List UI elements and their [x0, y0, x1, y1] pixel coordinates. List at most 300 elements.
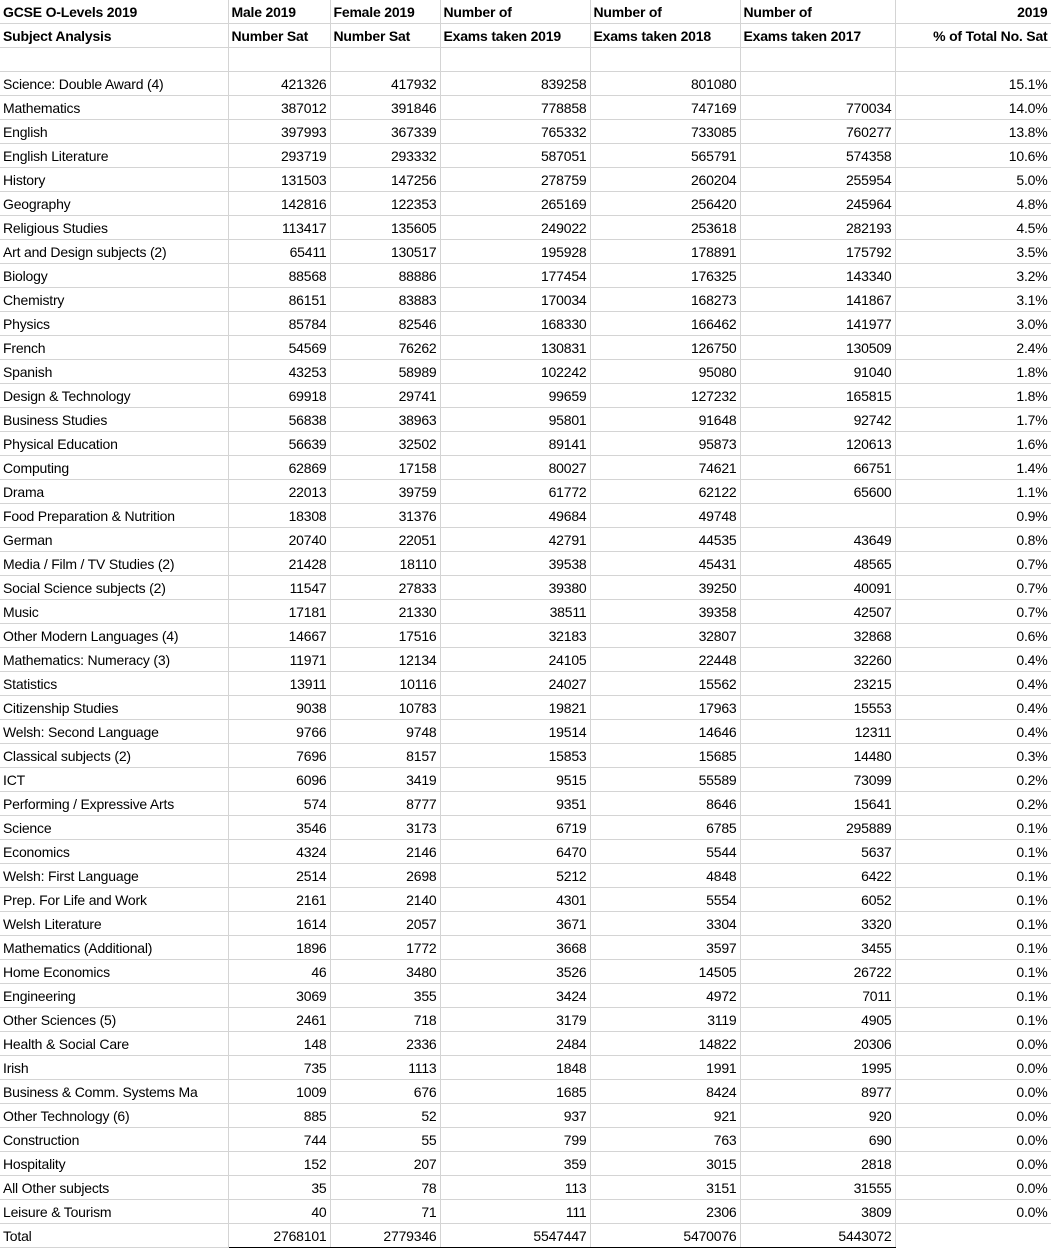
female-cell[interactable]: 71 [330, 1200, 440, 1224]
female-cell[interactable]: 2336 [330, 1032, 440, 1056]
exams-2019-cell[interactable]: 99659 [440, 384, 590, 408]
exams-2017-cell[interactable]: 295889 [740, 816, 895, 840]
exams-2017-cell[interactable]: 26722 [740, 960, 895, 984]
male-cell[interactable]: 20740 [228, 528, 330, 552]
female-cell[interactable]: 207 [330, 1152, 440, 1176]
female-cell[interactable]: 8157 [330, 744, 440, 768]
exams-2019-cell[interactable]: 38511 [440, 600, 590, 624]
female-cell[interactable]: 38963 [330, 408, 440, 432]
female-cell[interactable]: 17158 [330, 456, 440, 480]
male-cell[interactable]: 397993 [228, 120, 330, 144]
male-cell[interactable]: 18308 [228, 504, 330, 528]
exams-2017-cell[interactable]: 690 [740, 1128, 895, 1152]
percent-cell[interactable]: 0.1% [895, 1008, 1051, 1032]
exams-2019-cell[interactable]: 839258 [440, 72, 590, 96]
exams-2018-cell[interactable]: 126750 [590, 336, 740, 360]
exams-2019-cell[interactable]: 113 [440, 1176, 590, 1200]
percent-cell[interactable]: 0.1% [895, 888, 1051, 912]
percent-cell[interactable]: 0.1% [895, 864, 1051, 888]
male-cell[interactable]: 574 [228, 792, 330, 816]
male-cell[interactable]: 43253 [228, 360, 330, 384]
female-cell[interactable]: 9748 [330, 720, 440, 744]
exams-2018-cell[interactable]: 4972 [590, 984, 740, 1008]
exams-2019-cell[interactable]: 3179 [440, 1008, 590, 1032]
exams-2019-cell[interactable]: 111 [440, 1200, 590, 1224]
percent-cell[interactable]: 10.6% [895, 144, 1051, 168]
subject-cell[interactable]: Physical Education [0, 432, 228, 456]
male-cell[interactable]: 3069 [228, 984, 330, 1008]
exams-2019-cell[interactable]: 102242 [440, 360, 590, 384]
subject-cell[interactable]: Business & Comm. Systems Ma [0, 1080, 228, 1104]
exams-2019-cell[interactable]: 39380 [440, 576, 590, 600]
male-cell[interactable]: 148 [228, 1032, 330, 1056]
exams-2019-cell[interactable]: 1685 [440, 1080, 590, 1104]
subject-cell[interactable]: Art and Design subjects (2) [0, 240, 228, 264]
male-cell[interactable]: 11971 [228, 648, 330, 672]
exams-2018-cell[interactable]: 763 [590, 1128, 740, 1152]
percent-cell[interactable]: 0.0% [895, 1128, 1051, 1152]
exams-2017-cell[interactable]: 175792 [740, 240, 895, 264]
exams-2018-cell[interactable]: 178891 [590, 240, 740, 264]
exams-2019-cell[interactable]: 80027 [440, 456, 590, 480]
header-cell[interactable]: Number Sat [330, 24, 440, 48]
exams-2019-cell[interactable]: 168330 [440, 312, 590, 336]
male-cell[interactable]: 14667 [228, 624, 330, 648]
subject-cell[interactable]: Citizenship Studies [0, 696, 228, 720]
header-cell[interactable]: Number of [440, 0, 590, 24]
subject-cell[interactable]: Engineering [0, 984, 228, 1008]
exams-2019-cell[interactable]: 32183 [440, 624, 590, 648]
exams-2019-cell[interactable]: 195928 [440, 240, 590, 264]
exams-2018-cell[interactable]: 22448 [590, 648, 740, 672]
male-cell[interactable]: 62869 [228, 456, 330, 480]
exams-2017-cell[interactable]: 15553 [740, 696, 895, 720]
percent-cell[interactable]: 0.1% [895, 912, 1051, 936]
exams-2019-cell[interactable]: 278759 [440, 168, 590, 192]
exams-2017-cell[interactable]: 5637 [740, 840, 895, 864]
female-cell[interactable]: 31376 [330, 504, 440, 528]
male-cell[interactable]: 2161 [228, 888, 330, 912]
exams-2017-cell[interactable]: 32260 [740, 648, 895, 672]
percent-cell[interactable]: 0.3% [895, 744, 1051, 768]
male-cell[interactable]: 85784 [228, 312, 330, 336]
exams-2019-cell[interactable]: 177454 [440, 264, 590, 288]
female-cell[interactable]: 10116 [330, 672, 440, 696]
subject-cell[interactable]: Mathematics [0, 96, 228, 120]
exams-2017-cell[interactable]: 3320 [740, 912, 895, 936]
exams-2018-cell[interactable]: 49748 [590, 504, 740, 528]
male-cell[interactable]: 387012 [228, 96, 330, 120]
subject-cell[interactable]: Drama [0, 480, 228, 504]
male-cell[interactable]: 113417 [228, 216, 330, 240]
exams-2018-cell[interactable]: 127232 [590, 384, 740, 408]
exams-2018-cell[interactable]: 45431 [590, 552, 740, 576]
female-cell[interactable]: 32502 [330, 432, 440, 456]
exams-2019-cell[interactable]: 359 [440, 1152, 590, 1176]
subject-cell[interactable]: Health & Social Care [0, 1032, 228, 1056]
percent-cell[interactable]: 3.5% [895, 240, 1051, 264]
subject-cell[interactable]: Religious Studies [0, 216, 228, 240]
exams-2018-cell[interactable]: 176325 [590, 264, 740, 288]
percent-cell[interactable]: 4.5% [895, 216, 1051, 240]
female-cell[interactable]: 130517 [330, 240, 440, 264]
empty-cell[interactable] [895, 48, 1051, 72]
exams-2019-cell[interactable]: 42791 [440, 528, 590, 552]
exams-2019-cell[interactable]: 9351 [440, 792, 590, 816]
exams-2018-cell[interactable]: 74621 [590, 456, 740, 480]
subject-cell[interactable]: Irish [0, 1056, 228, 1080]
exams-2019-cell[interactable]: 778858 [440, 96, 590, 120]
exams-2017-cell[interactable]: 141977 [740, 312, 895, 336]
male-cell[interactable]: 69918 [228, 384, 330, 408]
percent-cell[interactable]: 0.0% [895, 1200, 1051, 1224]
subject-cell[interactable]: Other Technology (6) [0, 1104, 228, 1128]
header-cell[interactable]: Female 2019 [330, 0, 440, 24]
exams-2019-cell[interactable]: 95801 [440, 408, 590, 432]
subject-cell[interactable]: Food Preparation & Nutrition [0, 504, 228, 528]
exams-2018-cell[interactable]: 62122 [590, 480, 740, 504]
male-cell[interactable]: 1614 [228, 912, 330, 936]
exams-2018-cell[interactable]: 95873 [590, 432, 740, 456]
exams-2018-cell[interactable]: 39250 [590, 576, 740, 600]
percent-cell[interactable]: 0.0% [895, 1056, 1051, 1080]
male-cell[interactable]: 4324 [228, 840, 330, 864]
subject-cell[interactable]: French [0, 336, 228, 360]
exams-2017-cell[interactable]: 5443072 [740, 1224, 895, 1248]
exams-2017-cell[interactable]: 255954 [740, 168, 895, 192]
exams-2018-cell[interactable]: 91648 [590, 408, 740, 432]
female-cell[interactable]: 29741 [330, 384, 440, 408]
exams-2019-cell[interactable]: 15853 [440, 744, 590, 768]
percent-cell[interactable]: 2.4% [895, 336, 1051, 360]
exams-2017-cell[interactable]: 73099 [740, 768, 895, 792]
exams-2019-cell[interactable]: 3526 [440, 960, 590, 984]
exams-2017-cell[interactable]: 3809 [740, 1200, 895, 1224]
percent-cell[interactable]: 1.4% [895, 456, 1051, 480]
exams-2019-cell[interactable]: 49684 [440, 504, 590, 528]
female-cell[interactable]: 2057 [330, 912, 440, 936]
empty-cell[interactable] [740, 48, 895, 72]
exams-2018-cell[interactable]: 44535 [590, 528, 740, 552]
exams-2018-cell[interactable]: 260204 [590, 168, 740, 192]
header-cell[interactable]: Number Sat [228, 24, 330, 48]
subject-cell[interactable]: All Other subjects [0, 1176, 228, 1200]
percent-cell[interactable]: 0.1% [895, 936, 1051, 960]
exams-2017-cell[interactable]: 65600 [740, 480, 895, 504]
exams-2017-cell[interactable]: 245964 [740, 192, 895, 216]
exams-2018-cell[interactable]: 166462 [590, 312, 740, 336]
exams-2017-cell[interactable]: 8977 [740, 1080, 895, 1104]
female-cell[interactable]: 293332 [330, 144, 440, 168]
subject-cell[interactable]: German [0, 528, 228, 552]
exams-2017-cell[interactable]: 120613 [740, 432, 895, 456]
exams-2018-cell[interactable]: 14505 [590, 960, 740, 984]
exams-2018-cell[interactable]: 55589 [590, 768, 740, 792]
exams-2017-cell[interactable]: 920 [740, 1104, 895, 1128]
exams-2017-cell[interactable]: 20306 [740, 1032, 895, 1056]
exams-2019-cell[interactable]: 170034 [440, 288, 590, 312]
female-cell[interactable]: 22051 [330, 528, 440, 552]
subject-cell[interactable]: English Literature [0, 144, 228, 168]
exams-2017-cell[interactable]: 23215 [740, 672, 895, 696]
percent-cell[interactable]: 0.1% [895, 816, 1051, 840]
subject-cell[interactable]: Statistics [0, 672, 228, 696]
exams-2019-cell[interactable]: 6470 [440, 840, 590, 864]
male-cell[interactable]: 293719 [228, 144, 330, 168]
exams-2017-cell[interactable]: 770034 [740, 96, 895, 120]
male-cell[interactable]: 40 [228, 1200, 330, 1224]
female-cell[interactable]: 676 [330, 1080, 440, 1104]
percent-cell[interactable]: 15.1% [895, 72, 1051, 96]
subject-cell[interactable]: Economics [0, 840, 228, 864]
subject-cell[interactable]: Computing [0, 456, 228, 480]
empty-cell[interactable] [590, 48, 740, 72]
exams-2018-cell[interactable]: 5554 [590, 888, 740, 912]
exams-2019-cell[interactable]: 587051 [440, 144, 590, 168]
exams-2019-cell[interactable]: 265169 [440, 192, 590, 216]
percent-cell[interactable]: 0.4% [895, 720, 1051, 744]
exams-2018-cell[interactable]: 6785 [590, 816, 740, 840]
female-cell[interactable]: 27833 [330, 576, 440, 600]
percent-cell[interactable]: 0.7% [895, 600, 1051, 624]
exams-2017-cell[interactable] [740, 504, 895, 528]
percent-cell[interactable] [895, 1224, 1051, 1248]
female-cell[interactable]: 76262 [330, 336, 440, 360]
exams-2017-cell[interactable]: 6052 [740, 888, 895, 912]
exams-2017-cell[interactable]: 574358 [740, 144, 895, 168]
header-cell[interactable]: Number of [740, 0, 895, 24]
exams-2018-cell[interactable]: 95080 [590, 360, 740, 384]
male-cell[interactable]: 1009 [228, 1080, 330, 1104]
male-cell[interactable]: 22013 [228, 480, 330, 504]
male-cell[interactable]: 7696 [228, 744, 330, 768]
exams-2019-cell[interactable]: 6719 [440, 816, 590, 840]
percent-cell[interactable]: 0.4% [895, 672, 1051, 696]
percent-cell[interactable]: 1.1% [895, 480, 1051, 504]
female-cell[interactable]: 3419 [330, 768, 440, 792]
percent-cell[interactable]: 0.4% [895, 696, 1051, 720]
female-cell[interactable]: 367339 [330, 120, 440, 144]
subject-cell[interactable]: English [0, 120, 228, 144]
male-cell[interactable]: 152 [228, 1152, 330, 1176]
percent-cell[interactable]: 13.8% [895, 120, 1051, 144]
percent-cell[interactable]: 1.6% [895, 432, 1051, 456]
subject-cell[interactable]: Music [0, 600, 228, 624]
percent-cell[interactable]: 0.4% [895, 648, 1051, 672]
exams-2018-cell[interactable]: 801080 [590, 72, 740, 96]
female-cell[interactable]: 8777 [330, 792, 440, 816]
percent-cell[interactable]: 1.8% [895, 384, 1051, 408]
subject-cell[interactable]: Other Modern Languages (4) [0, 624, 228, 648]
subject-cell[interactable]: Home Economics [0, 960, 228, 984]
female-cell[interactable]: 355 [330, 984, 440, 1008]
exams-2018-cell[interactable]: 565791 [590, 144, 740, 168]
exams-2017-cell[interactable]: 31555 [740, 1176, 895, 1200]
male-cell[interactable]: 735 [228, 1056, 330, 1080]
exams-2017-cell[interactable]: 12311 [740, 720, 895, 744]
percent-cell[interactable]: 0.6% [895, 624, 1051, 648]
exams-2018-cell[interactable]: 15562 [590, 672, 740, 696]
female-cell[interactable]: 88886 [330, 264, 440, 288]
male-cell[interactable]: 1896 [228, 936, 330, 960]
exams-2019-cell[interactable]: 765332 [440, 120, 590, 144]
subject-cell[interactable]: History [0, 168, 228, 192]
empty-cell[interactable] [228, 48, 330, 72]
percent-cell[interactable]: 0.8% [895, 528, 1051, 552]
subject-cell[interactable]: Physics [0, 312, 228, 336]
empty-cell[interactable] [440, 48, 590, 72]
female-cell[interactable]: 18110 [330, 552, 440, 576]
exams-2019-cell[interactable]: 3668 [440, 936, 590, 960]
exams-2017-cell[interactable]: 92742 [740, 408, 895, 432]
male-cell[interactable]: 9038 [228, 696, 330, 720]
exams-2018-cell[interactable]: 1991 [590, 1056, 740, 1080]
exams-2018-cell[interactable]: 5470076 [590, 1224, 740, 1248]
exams-2019-cell[interactable]: 799 [440, 1128, 590, 1152]
exams-2017-cell[interactable]: 143340 [740, 264, 895, 288]
male-cell[interactable]: 142816 [228, 192, 330, 216]
subject-cell[interactable]: Science [0, 816, 228, 840]
female-cell[interactable]: 391846 [330, 96, 440, 120]
exams-2019-cell[interactable]: 24027 [440, 672, 590, 696]
percent-cell[interactable]: 0.2% [895, 768, 1051, 792]
exams-2019-cell[interactable]: 4301 [440, 888, 590, 912]
female-cell[interactable]: 2146 [330, 840, 440, 864]
female-cell[interactable]: 17516 [330, 624, 440, 648]
female-cell[interactable]: 1772 [330, 936, 440, 960]
female-cell[interactable]: 135605 [330, 216, 440, 240]
percent-cell[interactable]: 3.1% [895, 288, 1051, 312]
subject-cell[interactable]: Welsh: First Language [0, 864, 228, 888]
exams-2019-cell[interactable]: 5212 [440, 864, 590, 888]
percent-cell[interactable]: 0.1% [895, 960, 1051, 984]
male-cell[interactable]: 6096 [228, 768, 330, 792]
header-cell[interactable]: Subject Analysis [0, 24, 228, 48]
header-cell[interactable]: 2019 [895, 0, 1051, 24]
female-cell[interactable]: 718 [330, 1008, 440, 1032]
female-cell[interactable]: 10783 [330, 696, 440, 720]
exams-2017-cell[interactable]: 6422 [740, 864, 895, 888]
male-cell[interactable]: 35 [228, 1176, 330, 1200]
female-cell[interactable]: 3173 [330, 816, 440, 840]
header-cell[interactable]: Exams taken 2018 [590, 24, 740, 48]
percent-cell[interactable]: 1.8% [895, 360, 1051, 384]
subject-cell[interactable]: Construction [0, 1128, 228, 1152]
exams-2019-cell[interactable]: 39538 [440, 552, 590, 576]
exams-2018-cell[interactable]: 3015 [590, 1152, 740, 1176]
exams-2018-cell[interactable]: 253618 [590, 216, 740, 240]
exams-2017-cell[interactable]: 3455 [740, 936, 895, 960]
subject-cell[interactable]: Other Sciences (5) [0, 1008, 228, 1032]
exams-2019-cell[interactable]: 19821 [440, 696, 590, 720]
percent-cell[interactable]: 0.7% [895, 576, 1051, 600]
exams-2017-cell[interactable]: 141867 [740, 288, 895, 312]
subject-cell[interactable]: Mathematics (Additional) [0, 936, 228, 960]
percent-cell[interactable]: 5.0% [895, 168, 1051, 192]
male-cell[interactable]: 56639 [228, 432, 330, 456]
subject-cell[interactable]: ICT [0, 768, 228, 792]
male-cell[interactable]: 54569 [228, 336, 330, 360]
exams-2018-cell[interactable]: 733085 [590, 120, 740, 144]
exams-2017-cell[interactable]: 66751 [740, 456, 895, 480]
exams-2018-cell[interactable]: 2306 [590, 1200, 740, 1224]
exams-2017-cell[interactable]: 2818 [740, 1152, 895, 1176]
header-cell[interactable]: Exams taken 2017 [740, 24, 895, 48]
percent-cell[interactable]: 0.0% [895, 1176, 1051, 1200]
exams-2018-cell[interactable]: 17963 [590, 696, 740, 720]
subject-cell[interactable]: Design & Technology [0, 384, 228, 408]
exams-2019-cell[interactable]: 24105 [440, 648, 590, 672]
header-cell[interactable]: GCSE O-Levels 2019 [0, 0, 228, 24]
exams-2017-cell[interactable]: 282193 [740, 216, 895, 240]
exams-2019-cell[interactable]: 9515 [440, 768, 590, 792]
percent-cell[interactable]: 0.2% [895, 792, 1051, 816]
empty-cell[interactable] [330, 48, 440, 72]
male-cell[interactable]: 21428 [228, 552, 330, 576]
male-cell[interactable]: 2514 [228, 864, 330, 888]
percent-cell[interactable]: 0.0% [895, 1032, 1051, 1056]
header-cell[interactable]: Exams taken 2019 [440, 24, 590, 48]
subject-cell[interactable]: Chemistry [0, 288, 228, 312]
male-cell[interactable]: 56838 [228, 408, 330, 432]
header-cell[interactable]: % of Total No. Sat [895, 24, 1051, 48]
exams-2019-cell[interactable]: 61772 [440, 480, 590, 504]
male-cell[interactable]: 885 [228, 1104, 330, 1128]
exams-2019-cell[interactable]: 1848 [440, 1056, 590, 1080]
female-cell[interactable]: 122353 [330, 192, 440, 216]
male-cell[interactable]: 88568 [228, 264, 330, 288]
male-cell[interactable]: 13911 [228, 672, 330, 696]
exams-2019-cell[interactable]: 3424 [440, 984, 590, 1008]
female-cell[interactable]: 83883 [330, 288, 440, 312]
female-cell[interactable]: 417932 [330, 72, 440, 96]
subject-cell[interactable]: Science: Double Award (4) [0, 72, 228, 96]
exams-2018-cell[interactable]: 256420 [590, 192, 740, 216]
male-cell[interactable]: 744 [228, 1128, 330, 1152]
exams-2019-cell[interactable]: 249022 [440, 216, 590, 240]
exams-2017-cell[interactable]: 7011 [740, 984, 895, 1008]
percent-cell[interactable]: 14.0% [895, 96, 1051, 120]
exams-2017-cell[interactable]: 760277 [740, 120, 895, 144]
percent-cell[interactable]: 4.8% [895, 192, 1051, 216]
exams-2018-cell[interactable]: 39358 [590, 600, 740, 624]
male-cell[interactable]: 2768101 [228, 1224, 330, 1248]
female-cell[interactable]: 2140 [330, 888, 440, 912]
female-cell[interactable]: 52 [330, 1104, 440, 1128]
percent-cell[interactable]: 0.0% [895, 1104, 1051, 1128]
percent-cell[interactable]: 0.9% [895, 504, 1051, 528]
subject-cell[interactable]: Media / Film / TV Studies (2) [0, 552, 228, 576]
percent-cell[interactable]: 0.1% [895, 984, 1051, 1008]
exams-2018-cell[interactable]: 14646 [590, 720, 740, 744]
subject-cell[interactable]: Hospitality [0, 1152, 228, 1176]
female-cell[interactable]: 1113 [330, 1056, 440, 1080]
exams-2017-cell[interactable]: 15641 [740, 792, 895, 816]
exams-2017-cell[interactable]: 48565 [740, 552, 895, 576]
subject-cell[interactable]: Mathematics: Numeracy (3) [0, 648, 228, 672]
male-cell[interactable]: 11547 [228, 576, 330, 600]
male-cell[interactable]: 86151 [228, 288, 330, 312]
female-cell[interactable]: 78 [330, 1176, 440, 1200]
female-cell[interactable]: 147256 [330, 168, 440, 192]
male-cell[interactable]: 3546 [228, 816, 330, 840]
header-cell[interactable]: Male 2019 [228, 0, 330, 24]
header-cell[interactable]: Number of [590, 0, 740, 24]
subject-cell[interactable]: Total [0, 1224, 228, 1248]
exams-2017-cell[interactable]: 14480 [740, 744, 895, 768]
subject-cell[interactable]: Welsh Literature [0, 912, 228, 936]
male-cell[interactable]: 17181 [228, 600, 330, 624]
